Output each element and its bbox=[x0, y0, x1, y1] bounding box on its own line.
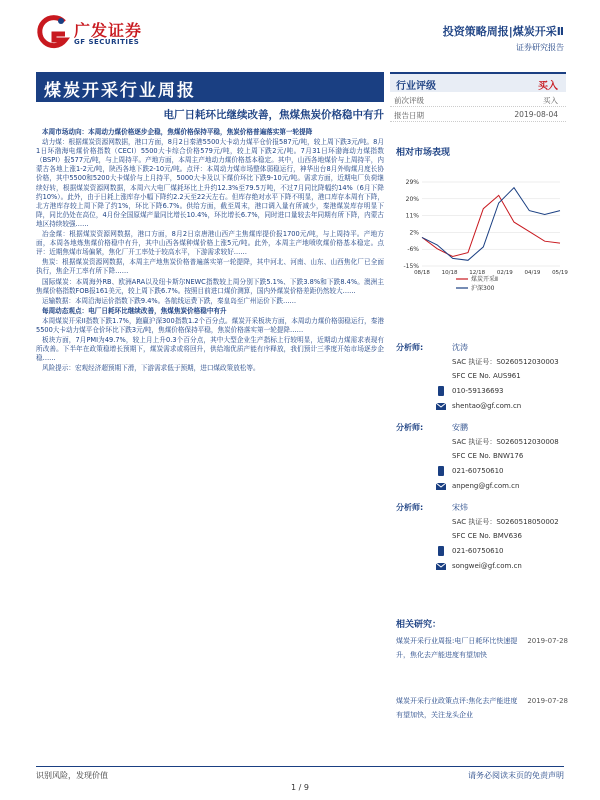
legend-label: 沪深300 bbox=[471, 285, 495, 292]
analyst-phone: 021-60750610 bbox=[452, 547, 504, 555]
phone-icon bbox=[436, 386, 446, 396]
report-subtitle: 电厂日耗环比继续改善，焦煤焦炭价格稳中有升 bbox=[163, 109, 384, 121]
y-tick-label: 11% bbox=[405, 212, 419, 220]
analyst-name: 安鹏 bbox=[452, 423, 468, 432]
y-tick-label: 2% bbox=[409, 229, 419, 237]
rating-value: 买入 bbox=[538, 81, 558, 92]
x-tick-label: 05/19 bbox=[552, 270, 568, 276]
gf-logo-icon bbox=[34, 16, 70, 50]
prev-rating-row bbox=[390, 92, 566, 107]
x-tick-label: 08/18 bbox=[414, 270, 430, 276]
report-date-value: 2019-08-04 bbox=[514, 110, 558, 119]
body-paragraph: 每周动态观点：电厂日耗环比继续改善，焦煤焦炭价格稳中有升 bbox=[42, 306, 227, 315]
analyst-phone: 010-59136693 bbox=[452, 387, 504, 395]
analyst-sfc: SFC CE No. BMV636 bbox=[452, 532, 522, 540]
related-date: 2019-07-28 bbox=[527, 637, 568, 645]
analyst-name: 宋炜 bbox=[452, 503, 468, 512]
phone-icon bbox=[436, 466, 446, 476]
body-paragraph: 本周煤炭开采II指数下跌1.7%，跑赢沪深300指数1.2个百分点。煤炭开采板块方面，本周动力煤价格弱稳运行，秦港5500大卡动力煤平仓价环比下跌3元/吨，焦煤价格保持平稳，焦炭价格落实第一轮提降…… bbox=[36, 316, 384, 334]
body-paragraph: 国际煤炭：本周海外RB、欧洲ARA以及纽卡斯尔NEWC指数较上周分别下跌5.1%、下跌3.8%和下跌8.4%。澳洲主焦煤价格指数FOB报161美元，较上周下跌6.7%。按照目前进口煤价测算，国内外煤炭价格差距仍然较大…… bbox=[36, 277, 384, 295]
rating-header bbox=[390, 72, 566, 92]
doc-type: 投资策略周报|煤炭开采Ⅱ bbox=[442, 25, 564, 38]
email-icon bbox=[436, 481, 446, 491]
y-tick-label: -6% bbox=[407, 246, 419, 254]
analyst-role: 分析师: bbox=[396, 423, 424, 432]
legend-label: 煤炭开采Ⅱ bbox=[471, 276, 498, 283]
analyst-sac: SAC 执证号：S0260518050002 bbox=[452, 518, 559, 526]
page-number: 1 / 9 bbox=[291, 783, 309, 792]
analyst-name: 沈涛 bbox=[452, 343, 468, 352]
x-tick-label: 04/19 bbox=[524, 270, 541, 276]
y-tick-label: 20% bbox=[405, 195, 419, 203]
y-tick-label: 29% bbox=[405, 179, 419, 186]
related-text[interactable]: 煤炭开采行业政策点评:焦化去产能进度有望加快，关注龙头企业 bbox=[396, 697, 518, 719]
email-icon bbox=[436, 561, 446, 571]
x-tick-label: 10/18 bbox=[441, 270, 458, 276]
body-paragraph: 本周市场动向：本周动力煤价格逐步企稳，焦煤价格保持平稳，焦炭价格普遍落实第一轮提降 bbox=[42, 128, 313, 136]
main-body bbox=[36, 128, 384, 676]
email-icon bbox=[436, 401, 446, 411]
body-paragraph: 动力煤：根据煤炭资源网数据，港口方面，8月2日秦港5500大卡动力煤平仓价报587元/吨，较上周下跌3元/吨。8月1日环渤海电煤价格指数（CECI）5500大卡综合价格579元/吨，较上周下跌2元/吨。7月31日环渤海动力煤指数（BSPI）报577元/吨，与上周持平。产地方面，本周主产地动力煤价格基本稳定。其中，山西各地煤价与上周持平，内蒙古各地上涨1-2元/吨，陕西各地下跌2-10元/吨。点评：本周动力煤市场整体弱稳运行，神华出台8月外购煤月度长协价格，其中5500和5200大卡煤价与上月持平，5000大卡及以下煤价环比下跌9-10元/吨。需求方面，近期电厂负荷继续好转，根据煤炭资源网数据，本周六大电厂煤耗环比上升约12.3%至79.5万吨，不过7月同比降幅约14%（6月下降约10%）。此外，由于日耗上涨库存小幅下降约2.2天至22天左右。但库存绝对水平下降不明显，港口库存本周有下降，北方港库存较上周下降了约1%，环比下降6.7%。供给方面，截至周末，港口调入量有所减少，秦港煤炭库存明显下降，同比仍处在高位，4月份全国原煤产量同比增长10.4%，环比增长6.7%，同时进口量较去年同期有所下降，内蒙古地区持续较强…… bbox=[36, 138, 384, 228]
page-header bbox=[0, 0, 600, 60]
analyst-phone: 021-60750610 bbox=[452, 467, 504, 475]
analyst-email[interactable]: shentao@gf.com.cn bbox=[452, 402, 522, 410]
prev-rating-label: 前次评级 bbox=[394, 96, 424, 105]
analyst-sac: SAC 执证号：S0260512030008 bbox=[452, 438, 559, 446]
page-footer bbox=[36, 766, 564, 792]
analyst-card bbox=[396, 418, 568, 508]
body-paragraph: 板块方面，7月PMI为49.7%，较上月上升0.3个百分点，其中大型企业生产指标上行较明显，近期动力煤需求表现有所改善。下半年在政策稳增长预期下，煤炭需求或将回升，供给端优质产能有序释放，我们预计三季度开始市场逐步企稳…… bbox=[36, 336, 384, 363]
body-paragraph: 运输数据：本周沿海运价指数下跌9.4%。各航线运费下跌，秦皇岛至广州运价下跌…… bbox=[42, 296, 297, 305]
body-paragraph: 风险提示：宏观经济超预期下滑，下游需求低于预期，进口煤政策放松等。 bbox=[42, 364, 260, 373]
prev-rating-value: 买入 bbox=[543, 96, 558, 105]
related-item[interactable] bbox=[396, 694, 568, 736]
relative-performance-chart bbox=[396, 176, 568, 296]
x-tick-label: 12/18 bbox=[469, 270, 486, 276]
footer-slogan: 识别风险，发现价值 bbox=[36, 771, 108, 780]
company-logo bbox=[34, 16, 164, 50]
related-date: 2019-07-28 bbox=[527, 697, 568, 705]
chart-title: 相对市场表现 bbox=[396, 148, 451, 158]
phone-icon bbox=[436, 546, 446, 556]
logo-en: GF SECURITIES bbox=[74, 38, 140, 46]
report-date-label: 报告日期 bbox=[394, 111, 424, 120]
analyst-role: 分析师: bbox=[396, 503, 424, 512]
x-tick-label: 02/19 bbox=[496, 270, 513, 276]
report-date-row bbox=[390, 107, 566, 122]
doc-class: 证券研究报告 bbox=[516, 43, 564, 52]
analyst-sfc: SFC CE No. BNW176 bbox=[452, 452, 524, 460]
footer-disclaimer: 请务必阅读末页的免责声明 bbox=[468, 771, 564, 780]
analyst-card bbox=[396, 498, 568, 588]
analyst-sfc: SFC CE No. AUS961 bbox=[452, 372, 521, 380]
analyst-email[interactable]: songwei@gf.com.cn bbox=[452, 562, 522, 570]
analyst-email[interactable]: anpeng@gf.com.cn bbox=[452, 482, 520, 490]
body-paragraph: 冶金煤：根据煤炭资源网数据，港口方面，8月2日京唐港山西产主焦煤库提价报1700元/吨，与上周持平。产地方面，本周各地炼焦煤价格稳中有升，其中山西各煤种煤价格上涨5元/吨。此外，本周主产地喷吹煤价格基本稳定。点评：近期焦煤市场偏紧，焦化厂开工率处于较高水平，下游需求较好…… bbox=[36, 230, 384, 257]
y-tick-label: -15% bbox=[403, 263, 419, 270]
page-title: 煤炭开采行业周报 bbox=[44, 81, 196, 101]
analyst-role: 分析师: bbox=[396, 343, 424, 352]
related-research-title: 相关研究： bbox=[396, 620, 442, 630]
related-item[interactable] bbox=[396, 634, 568, 676]
related-text[interactable]: 煤炭开采行业周报:电厂日耗环比快速提升，焦化去产能进度有望加快 bbox=[396, 637, 518, 659]
rating-label: 行业评级 bbox=[396, 81, 436, 92]
title-bar bbox=[36, 72, 384, 102]
analyst-sac: SAC 执证号：S0260512030003 bbox=[452, 358, 559, 366]
rating-panel bbox=[390, 72, 566, 122]
body-paragraph: 焦炭：根据煤炭资源网数据，本周主产地焦炭价格普遍落实第一轮提降，其中河北、河南、山东、山西焦化厂已全面执行，焦企开工率有所下降…… bbox=[36, 258, 384, 276]
logo-cn: 广发证券 bbox=[74, 21, 143, 40]
